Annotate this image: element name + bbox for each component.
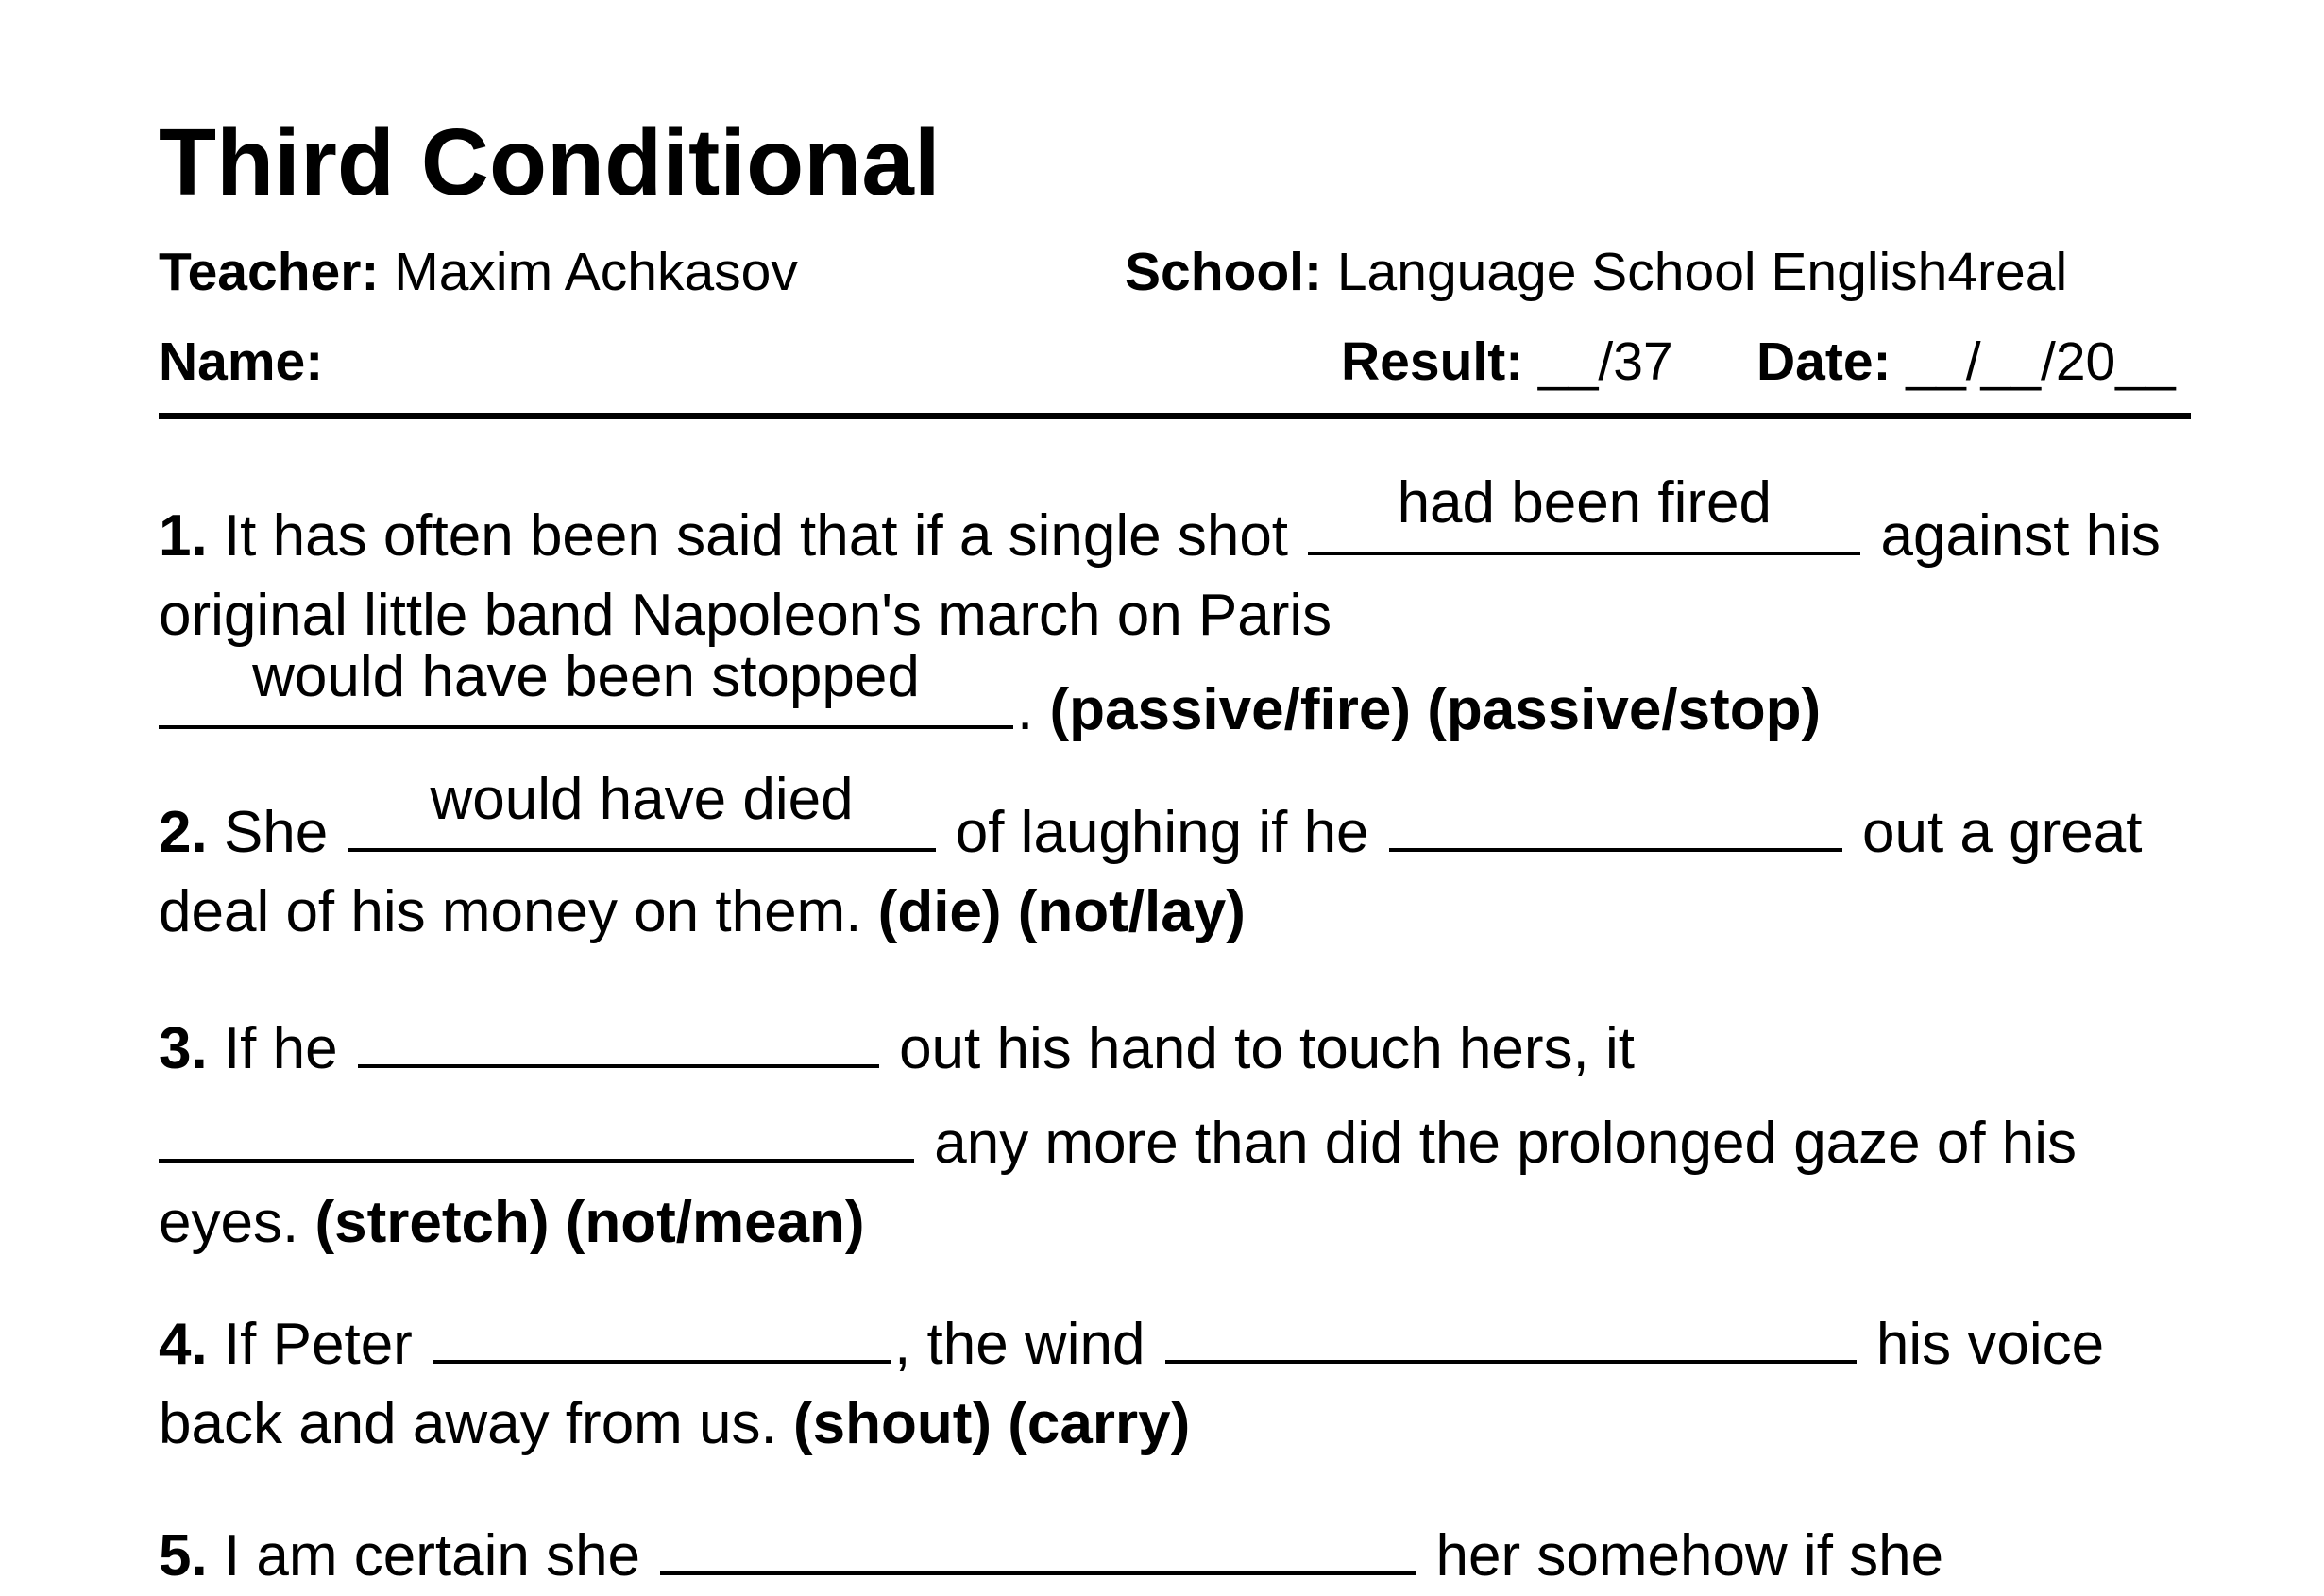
- question-3: [159, 994, 2198, 1263]
- question-text: If Peter: [223, 1312, 413, 1377]
- question-5: [159, 1502, 2198, 1596]
- result-label: Result:: [1341, 331, 1524, 392]
- question-4: [159, 1290, 2198, 1464]
- answer-blank[interactable]: [1308, 470, 1860, 555]
- teacher-value: Maxim Achkasov: [394, 242, 798, 302]
- question-1: [159, 470, 2198, 750]
- answer-blank[interactable]: [358, 994, 879, 1068]
- answer-text: would have died: [430, 767, 854, 832]
- answer-blank[interactable]: [159, 1089, 914, 1163]
- question-text: I am certain she: [223, 1523, 641, 1588]
- answer-blank[interactable]: [1165, 1290, 1857, 1364]
- question-number: 3.: [159, 1016, 208, 1081]
- name-label: Name:: [159, 331, 324, 392]
- question-text: She: [223, 800, 329, 865]
- question-number: 1.: [159, 503, 208, 569]
- question-text: of laughing if he: [955, 800, 1369, 865]
- question-hints: (die) (not/lay): [877, 879, 1246, 944]
- date-label: Date:: [1756, 331, 1891, 392]
- question-hints: (stretch) (not/mean): [314, 1190, 865, 1255]
- question-text: out his hand to touch hers, it: [899, 1016, 1635, 1081]
- answer-blank[interactable]: [159, 644, 1013, 729]
- date-line: [1756, 329, 2176, 395]
- question-text: her somehow if she: [1435, 1523, 1944, 1588]
- question-text: If he: [223, 1016, 338, 1081]
- question-number: 5.: [159, 1523, 208, 1588]
- question-text: out a great deal of his money on them.: [159, 800, 2143, 944]
- school-line: [1125, 239, 2067, 305]
- teacher-label: Teacher:: [159, 242, 380, 302]
- question-text: .: [1017, 677, 1034, 742]
- question-hints: (shout) (carry): [793, 1391, 1191, 1456]
- question-number: 2.: [159, 800, 208, 865]
- school-value: Language School English4real: [1336, 242, 2068, 302]
- question-2: [159, 767, 2198, 952]
- answer-text: would have been stopped: [252, 644, 920, 709]
- answer-blank[interactable]: [660, 1502, 1416, 1575]
- question-text: his voice back and away from us.: [159, 1312, 2105, 1456]
- header-divider: [159, 413, 2191, 419]
- answer-text: had been fired: [1397, 470, 1772, 535]
- teacher-line: [159, 239, 798, 305]
- date-value: __/__/20__: [1906, 331, 2176, 392]
- page-title: Third Conditional: [159, 110, 941, 215]
- question-number: 4.: [159, 1312, 208, 1377]
- name-line: [159, 329, 323, 395]
- answer-blank[interactable]: [1389, 778, 1842, 852]
- answer-blank[interactable]: [348, 767, 936, 852]
- question-text: any more than did the prolonged gaze of his eyes.: [159, 1111, 2078, 1255]
- question-hints: (passive/fire) (passive/stop): [1049, 677, 1822, 742]
- result-value: __/37: [1538, 331, 1673, 392]
- question-text: , the wind: [894, 1312, 1145, 1377]
- result-line: [1341, 329, 1673, 395]
- question-text: against his original little band Napoleon's march on Paris: [159, 503, 2161, 648]
- answer-blank[interactable]: [433, 1290, 891, 1364]
- school-label: School:: [1125, 242, 1322, 302]
- question-text: It has often been said that if a single shot: [223, 503, 1289, 569]
